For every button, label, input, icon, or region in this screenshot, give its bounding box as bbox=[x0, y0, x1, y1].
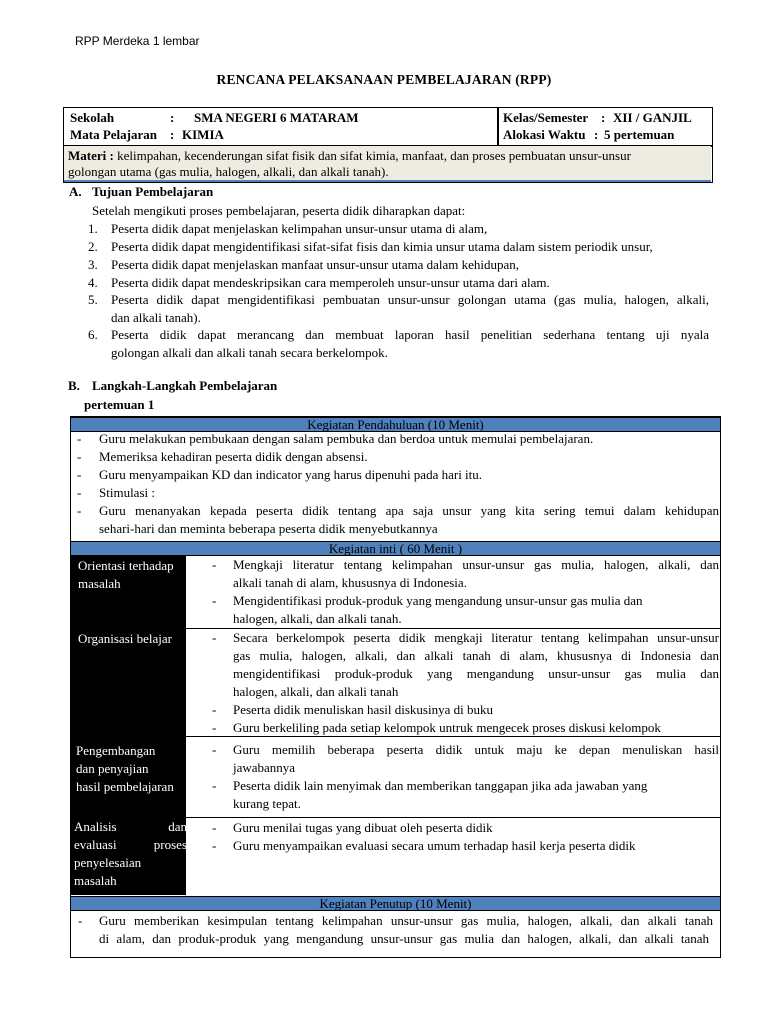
inti-item-text: Peserta didik lain menyimak dan memberikan tanggapan jika ada jawaban yang bbox=[233, 778, 648, 793]
document-title: RENCANA PELAKSANAAN PEMBELAJARAN (RPP) bbox=[216, 72, 552, 87]
inti-item-text: halogen, alkali, dan alkali tanah bbox=[233, 684, 399, 699]
bullet-dash: - bbox=[212, 557, 217, 572]
kelas-value: XII / GANJIL bbox=[613, 110, 692, 125]
inti-item-text: Peserta didik menuliskan hasil diskusinya di buku bbox=[233, 702, 493, 717]
pengembangan-label-2: dan penyajian bbox=[76, 761, 149, 776]
pendahuluan-item: Memeriksa kehadiran peserta didik dengan absensi. bbox=[99, 449, 368, 464]
inti-item-text: Guru berkeliling pada setiap kelompok untruk mengecek proses diskusi kelompok bbox=[233, 720, 661, 735]
pengembangan-label-3: hasil pembelajaran bbox=[76, 779, 174, 794]
analisis-label bbox=[74, 818, 187, 890]
pendahuluan-item: Stimulasi : bbox=[99, 485, 155, 500]
row-divider bbox=[186, 817, 721, 818]
pengembangan-label-1: Pengembangan bbox=[76, 743, 156, 758]
tujuan-item-text: Peserta didik dapat mendeskripsikan cara memperoleh unsur-unsur utama dari alam. bbox=[111, 275, 550, 290]
tujuan-intro: Setelah mengikuti proses pembelajaran, peserta didik diharapkan dapat: bbox=[92, 203, 466, 218]
analisis-label-3: penyelesaian bbox=[74, 855, 142, 870]
inti-item-text: Mengkaji literatur tentang kelimpahan unsur-unsur gas mulia, halogen, alkali, dan bbox=[233, 557, 719, 572]
bullet-dash: - bbox=[212, 838, 217, 853]
row-divider bbox=[186, 736, 721, 737]
colon: : bbox=[594, 127, 599, 142]
colon: : bbox=[170, 110, 175, 125]
pendahuluan-item: Guru melakukan pembukaan dengan salam pembuka dan berdoa untuk memulai pembelajaran. bbox=[99, 431, 594, 446]
pertemuan-label: pertemuan 1 bbox=[84, 397, 155, 412]
inti-item-text: Mengidentifikasi produk-produk yang mengandung unsur-unsur gas mulia dan bbox=[233, 593, 643, 608]
band-inti-title: Kegiatan inti ( 60 Menit ) bbox=[328, 541, 463, 556]
bullet-dash: - bbox=[78, 913, 83, 928]
sekolah-label: Sekolah bbox=[70, 110, 115, 125]
tujuan-item-text: Peserta didik dapat merancang dan membuat laporan hasil penelitian sederhana tentang uji nyala bbox=[111, 327, 709, 342]
orientasi-label-1: Orientasi terhadap bbox=[78, 558, 174, 573]
bullet-dash: - bbox=[212, 820, 217, 835]
alokasi-label: Alokasi Waktu bbox=[503, 127, 586, 142]
pendahuluan-item: sehari-hari dan meminta beberapa peserta didik menyebutkannya bbox=[99, 521, 438, 536]
mapel-label: Mata Pelajaran bbox=[70, 127, 158, 142]
bullet-dash: - bbox=[212, 593, 217, 608]
kelas-label: Kelas/Semester bbox=[503, 110, 589, 125]
inti-item-text: mengidentifikasi produk-produk yang mengandung unsur-unsur gas mulia dan bbox=[233, 666, 719, 681]
section-b-heading: Langkah-Langkah Pembelajaran bbox=[92, 378, 278, 393]
page-header: RPP Merdeka 1 lembar bbox=[75, 34, 200, 48]
inti-item-text: kurang tepat. bbox=[233, 796, 301, 811]
bullet-dash: - bbox=[77, 467, 82, 482]
tujuan-number: 6. bbox=[88, 327, 98, 342]
tujuan-number: 4. bbox=[88, 275, 98, 290]
tujuan-item-text-cont: golongan alkali dan alkali tanah secara berkelompok. bbox=[111, 345, 388, 360]
analisis-label-4: masalah bbox=[74, 873, 117, 888]
section-b-letter: B. bbox=[68, 378, 80, 393]
band-penutup-title: Kegiatan Penutup (10 Menit) bbox=[319, 896, 472, 911]
tujuan-number: 3. bbox=[88, 257, 98, 272]
inti-item-text: gas mulia, halogen, alkali, dan alkali tanah di alam, khususnya di Indonesia dan bbox=[233, 648, 719, 663]
bullet-dash: - bbox=[212, 630, 217, 645]
orientasi-label bbox=[78, 557, 174, 593]
bullet-dash: - bbox=[77, 503, 82, 518]
analisis-label-2b: proses bbox=[153, 837, 187, 852]
organisasi-label: Organisasi belajar bbox=[78, 631, 172, 646]
pengembangan-label bbox=[76, 742, 174, 796]
tujuan-number: 1. bbox=[88, 221, 98, 236]
band-pendahuluan-title: Kegiatan Pendahuluan (10 Menit) bbox=[307, 417, 484, 432]
section-a-heading: Tujuan Pembelajaran bbox=[92, 184, 214, 199]
langkah-table bbox=[70, 416, 721, 958]
section-a-letter: A. bbox=[69, 184, 82, 199]
row-divider bbox=[186, 628, 721, 629]
orientasi-label-2: masalah bbox=[78, 576, 121, 591]
inti-item-text: Guru menilai tugas yang dibuat oleh peserta didik bbox=[233, 820, 493, 835]
inti-item-text: halogen, alkali, dan alkali tanah. bbox=[233, 611, 402, 626]
mapel-value: KIMIA bbox=[182, 127, 224, 142]
inti-item-text: alkali tanah di alam, khususnya di Indonesia. bbox=[233, 575, 467, 590]
band-penutup bbox=[71, 896, 720, 911]
analisis-label-1b: dan bbox=[168, 819, 187, 834]
bullet-dash: - bbox=[77, 449, 82, 464]
bullet-dash: - bbox=[212, 742, 217, 757]
bullet-dash: - bbox=[212, 778, 217, 793]
materi-text-2: golongan utama (gas mulia, halogen, alkali, dan alkali tanah). bbox=[68, 164, 389, 179]
tujuan-item-text-cont: dan alkali tanah). bbox=[111, 310, 201, 325]
tujuan-item-text: Peserta didik dapat mengidentifikasi pembuatan unsur-unsur golongan utama (gas mulia, halogen, alkali, bbox=[111, 292, 709, 307]
pendahuluan-item: Guru menanyakan kepada peserta didik tentang apa saja unsur yang kita sering temui dalam kehidupan bbox=[99, 503, 719, 518]
inti-item-text: Secara berkelompok peserta didik mengkaji literatur tentang kelimpahan unsur-unsur bbox=[233, 630, 719, 645]
divider bbox=[497, 108, 499, 146]
penutup-text-2: di alam, dan produk-produk yang mengandung unsur-unsur gas mulia dan halogen, alkali, dan alkali tanah bbox=[99, 931, 709, 946]
band-pendahuluan bbox=[71, 417, 720, 432]
bullet-dash: - bbox=[77, 431, 82, 446]
alokasi-value: 5 pertemuan bbox=[604, 127, 675, 142]
tujuan-item-text: Peserta didik dapat mengidentifikasi sifat-sifat fisis dan kimia unsur utama dalam sistem periodik unsur, bbox=[111, 239, 653, 254]
bullet-dash: - bbox=[77, 485, 82, 500]
inti-item-text: Guru memilih beberapa peserta didik untuk maju ke depan menuliskan hasil bbox=[233, 742, 719, 757]
identity-box bbox=[63, 107, 713, 183]
colon: : bbox=[170, 127, 175, 142]
materi-label: Materi : bbox=[68, 148, 114, 163]
bullet-dash: - bbox=[212, 720, 217, 735]
analisis-label-2a: evaluasi bbox=[74, 837, 117, 852]
analisis-label-1a: Analisis bbox=[74, 819, 117, 834]
pendahuluan-item: Guru menyampaikan KD dan indicator yang harus dipenuhi pada hari itu. bbox=[99, 467, 483, 482]
tujuan-number: 2. bbox=[88, 239, 98, 254]
materi-row bbox=[64, 146, 711, 182]
bullet-dash: - bbox=[212, 702, 217, 717]
colon: : bbox=[601, 110, 606, 125]
penutup-text-1: Guru memberikan kesimpulan tentang kelimpahan unsur-unsur gas mulia, halogen, alkali, dan alkali tanah bbox=[99, 913, 713, 928]
tujuan-number: 5. bbox=[88, 292, 98, 307]
tujuan-item-text: Peserta didik dapat menjelaskan manfaat unsur-unsur utama dalam kehidupan, bbox=[111, 257, 520, 272]
materi-text-1: kelimpahan, kecenderungan sifat fisik dan sifat kimia, manfaat, dan proses pembuatan unsur-unsur bbox=[117, 148, 631, 163]
inti-item-text: Guru menyampaikan evaluasi secara umum terhadap hasil kerja peserta didik bbox=[233, 838, 636, 853]
sekolah-value: SMA NEGERI 6 MATARAM bbox=[194, 110, 359, 125]
band-inti bbox=[71, 541, 720, 556]
tujuan-item-text: Peserta didik dapat menjelaskan kelimpahan unsur-unsur utama di alam, bbox=[111, 221, 488, 236]
inti-item-text: jawabannya bbox=[233, 760, 296, 775]
